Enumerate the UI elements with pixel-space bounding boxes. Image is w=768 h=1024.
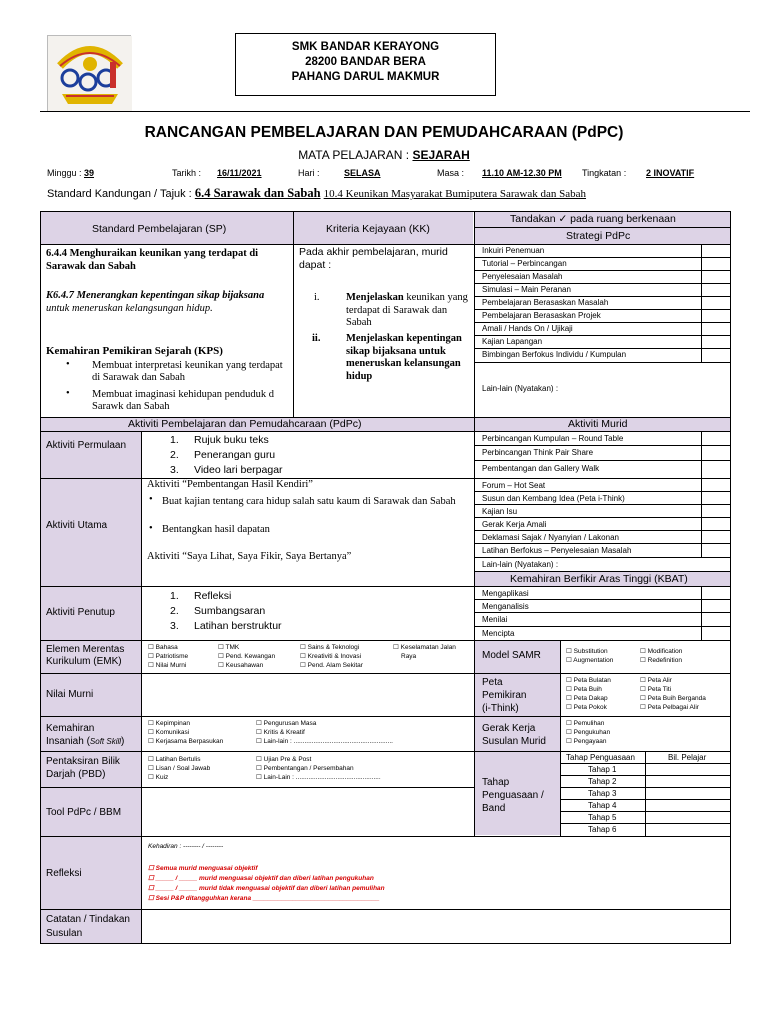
emk-col-4	[393, 643, 456, 661]
tool-pdpc-label: Tool PdPc / BBM	[46, 807, 122, 818]
emk-col-1	[148, 643, 188, 670]
ithink-label	[482, 676, 526, 715]
page-title: RANCANGAN PEMBELAJARAN DAN PEMUDAHCARAAN (PdPC)	[144, 124, 624, 141]
aktiviti-murid-item: Susun dan Kembang Idea (Peta i-Think)	[482, 494, 625, 503]
aktiviti-murid-item: Forum – Hot Seat	[482, 481, 546, 490]
subject-value: SEJARAH	[412, 148, 470, 162]
catatan-label: Catatan / Tindakan Susulan	[46, 914, 130, 939]
insaniah-option[interactable]: ☐ Kritis & Kreatif	[256, 729, 305, 736]
strategi-item: Pembelajaran Berasaskan Masalah	[482, 298, 609, 307]
hari-label: Hari :	[298, 168, 320, 178]
gerak-kerja-label: Gerak Kerja Susulan Murid	[482, 723, 546, 747]
subject-label: MATA PELAJARAN :	[298, 148, 410, 162]
emk-option[interactable]: ☐ Kreativiti & Inovasi	[300, 653, 362, 660]
strategi-item: Simulasi – Main Peranan	[482, 285, 571, 294]
tahap-row: Tahap 5	[588, 813, 617, 822]
emk-col-2	[218, 643, 275, 670]
kps-bullet-1: Membuat interpretasi keunikan yang terdapat di Sarawak dan Sabah	[92, 360, 283, 383]
penutup-item-2: Sumbangsaran	[194, 605, 266, 617]
kbat-item: Menganalisis	[482, 602, 529, 611]
aktiviti-murid-item: Pembentangan dan Gallery Walk	[482, 464, 600, 473]
minggu-value: 39	[84, 168, 95, 178]
permulaan-item-3: Video lari berpagar	[194, 464, 283, 476]
standard-kandungan	[47, 186, 586, 201]
pbd-option[interactable]: ☐ Ujian Pre & Post	[256, 756, 312, 763]
school-postcode-town: 28200 BANDAR BERA	[305, 56, 426, 68]
kps-bullet-2: Membuat imaginasi kehidupan penduduk d Sarawk dan Sabah	[92, 389, 274, 412]
strategi-item: Penyelesaian Masalah	[482, 272, 563, 281]
strategi-item: Inkuiri Penemuan	[482, 246, 545, 255]
hari-value: SELASA	[344, 168, 381, 178]
strategi-item: Bimbingan Berfokus Individu / Kumpulan	[482, 350, 627, 359]
insaniah-label-4: )	[121, 736, 125, 747]
header-divider	[40, 111, 750, 112]
insaniah-option[interactable]: ☐ Pengurusan Masa	[256, 720, 317, 727]
insaniah-option[interactable]: ☐ Kerjasama Berpasukan	[148, 738, 224, 745]
kk-i-num: i.	[314, 292, 320, 303]
samr-option[interactable]: ☐ Substitution	[566, 648, 608, 655]
tahap-header-bil-pelajar: Bil. Pelajar	[668, 753, 707, 762]
emk-label: Elemen Merentas Kurikulum (EMK)	[46, 644, 125, 667]
emk-option[interactable]: ☐ Pend. Alam Sekitar	[300, 662, 363, 669]
aktiviti-utama-label: Aktiviti Utama	[46, 520, 108, 531]
permulaan-num-3: 3.	[170, 464, 179, 476]
sp-item-2-bold: K6.4.7 Menerangkan kepentingan sikap bijaksana	[46, 290, 265, 301]
insaniah-option[interactable]: ☐ Kepimpinan	[148, 720, 190, 727]
ithink-option[interactable]: ☐ Peta Pelbagai Alir	[640, 704, 699, 711]
ithink-option[interactable]: ☐ Peta Buih	[566, 686, 602, 693]
tahap-row: Tahap 3	[588, 789, 617, 798]
kps-bullet-icon-1: •	[66, 359, 70, 370]
minggu-label: Minggu :	[47, 168, 82, 178]
pbd-option[interactable]: ☐ Kuiz	[148, 774, 169, 781]
pbd-option[interactable]: ☐ Lisan / Soal Jawab	[148, 765, 211, 772]
kehadiran: Kehadiran : -------- / --------	[148, 843, 224, 850]
pbd-option[interactable]: ☐ Lain-Lain : ...............................................	[256, 774, 381, 781]
kps-heading: Kemahiran Pemikiran Sejarah (KPS)	[46, 345, 223, 357]
insaniah-label-1: Kemahiran	[46, 723, 95, 734]
emk-option-continued: Raya	[401, 653, 417, 660]
school-name: SMK BANDAR KERAYONG	[291, 41, 440, 53]
insaniah-label-2: Insaniah (	[46, 736, 90, 747]
utama-activity-1: Aktiviti “Pembentangan Hasil Kendiri”	[147, 479, 313, 490]
ithink-option[interactable]: ☐ Peta Bulatan	[566, 677, 611, 684]
gerak-option[interactable]: ☐ Pengukuhan	[566, 729, 611, 736]
masa-value: 11.10 AM-12.30 PM	[482, 168, 562, 178]
tahap-row: Tahap 4	[588, 801, 617, 810]
emk-option[interactable]: ☐ Keselamatan Jalan	[393, 644, 456, 651]
ithink-option[interactable]: ☐ Peta Buih Berganda	[640, 695, 706, 702]
refleksi-option[interactable]: ☐ Semua murid menguasai objektif	[148, 865, 258, 872]
penutup-num-1: 1.	[170, 590, 179, 602]
sp-item-1: 6.4.4 Menghuraikan keunikan yang terdapat di Sarawak dan Sabah	[46, 248, 259, 272]
kk-i-bold: Menjelaskan	[346, 292, 404, 303]
insaniah-option[interactable]: ☐ Lain-lain : .......................................................	[256, 738, 393, 745]
kbat-header: Kemahiran Berfikir Aras Tinggi (KBAT)	[510, 573, 688, 585]
aktiviti-murid-item: Gerak Kerja Amali	[482, 520, 547, 529]
permulaan-num-2: 2.	[170, 449, 179, 461]
samr-option[interactable]: ☐ Augmentation	[566, 657, 614, 664]
strategi-item: Pembelajaran Berasaskan Projek	[482, 311, 601, 320]
tarikh-label: Tarikh :	[172, 168, 202, 178]
samr-option[interactable]: ☐ Redefinition	[640, 657, 682, 664]
kk-i-rest: keunikan yang terdapat di Sarawak dan Sabah	[346, 292, 468, 328]
strategi-lain-lain: Lain-lain (Nyatakan) :	[482, 384, 559, 393]
tingkatan-value: 2 INOVATIF	[646, 168, 695, 178]
kk-intro: Pada akhir pembelajaran, murid dapat :	[299, 246, 448, 271]
penutup-item-1: Refleksi	[194, 590, 232, 602]
tingkatan-label: Tingkatan :	[582, 168, 627, 178]
aktiviti-murid-item: Latihan Berfokus – Penyelesaian Masalah	[482, 546, 632, 555]
gerak-kerja-options	[566, 719, 610, 746]
samr-option[interactable]: ☐ Modification	[640, 648, 683, 655]
school-state: PAHANG DARUL MAKMUR	[291, 71, 440, 83]
ithink-label-1: Peta	[482, 677, 503, 688]
kbat-item: Mengaplikasi	[482, 589, 529, 598]
kbat-item: Menilai	[482, 615, 508, 624]
insaniah-col-2	[256, 719, 393, 746]
kbat-item: Mencipta	[482, 629, 515, 638]
utama-bullet-icon-2: •	[149, 523, 153, 534]
aktiviti-permulaan-label: Aktiviti Permulaan	[46, 440, 127, 451]
utama-activity-2: Aktiviti “Saya Lihat, Saya Fikir, Saya Bertanya”	[147, 551, 352, 562]
aktiviti-murid-item: Perbincangan Think Pair Share	[482, 448, 594, 457]
aktiviti-murid-header: Aktiviti Murid	[568, 418, 628, 430]
nilai-murni-label: Nilai Murni	[46, 689, 94, 700]
aktiviti-murid-item: Kajian Isu	[482, 507, 518, 516]
kk-ii-num: ii.	[312, 333, 321, 344]
emk-option[interactable]: ☐ Keusahawan	[218, 662, 264, 669]
insaniah-option[interactable]: ☐ Komunikasi	[148, 729, 190, 736]
insaniah-label-3: Soft Skill	[89, 737, 122, 746]
kk-header: Kriteria Kejayaan (KK)	[326, 223, 430, 235]
pbd-col-2	[256, 755, 381, 782]
tahap-row: Tahap 6	[588, 825, 617, 834]
permulaan-item-2: Penerangan guru	[194, 449, 276, 461]
penutup-list	[170, 589, 282, 634]
kk-i	[346, 292, 470, 330]
pbd-option[interactable]: ☐ Pembentangan / Persembahan	[256, 765, 354, 772]
sp-item-2-rest: untuk meneruskan kelangsungan hidup.	[46, 303, 213, 314]
permulaan-item-1: Rujuk buku teks	[194, 434, 269, 446]
aktiviti-pdpc-header: Aktiviti Pembelajaran dan Pemudahcaraan (PdPc)	[128, 418, 362, 430]
tahap-row: Tahap 2	[588, 777, 617, 786]
samr-col-2	[640, 647, 682, 665]
tahap-penguasaan-label: Tahap Penguasaan / Band	[482, 777, 544, 814]
standard-topic: 10.4 Keunikan Masyarakat Bumiputera Sarawak dan Sabah	[323, 188, 587, 200]
ithink-col-1	[566, 676, 611, 712]
standard-sk: 6.4 Sarawak dan Sabah	[194, 186, 321, 200]
utama-bullet-1: Buat kajian tentang cara hidup salah satu kaum di Sarawak dan Sabah	[162, 496, 456, 507]
strategi-item: Amali / Hands On / Ujikaji	[482, 324, 573, 333]
emk-option[interactable]: ☐ Pend. Kewangan	[218, 653, 276, 660]
strategi-item: Tutorial – Perbincangan	[482, 259, 567, 268]
emk-option[interactable]: ☐ Bahasa	[148, 644, 178, 651]
aktiviti-murid-lain-lain: Lain-lain (Nyatakan) :	[482, 560, 559, 569]
tahap-header-penguasaan: Tahap Penguasaan	[566, 753, 635, 762]
school-address-box	[235, 33, 496, 96]
strategi-header: Strategi PdPc	[566, 230, 631, 242]
lower-label-fill	[41, 641, 141, 943]
emk-option[interactable]: ☐ Nilai Murni	[148, 662, 187, 669]
masa-label: Masa :	[437, 168, 465, 178]
ithink-option[interactable]: ☐ Peta Pokok	[566, 704, 607, 711]
aktiviti-murid-item: Perbincangan Kumpulan – Round Table	[482, 434, 624, 443]
ithink-option[interactable]: ☐ Peta Dakap	[566, 695, 608, 702]
utama-bullet-2: Bentangkan hasil dapatan	[162, 524, 270, 535]
samr-label: Model SAMR	[482, 650, 541, 661]
emk-option[interactable]: ☐ TMK	[218, 644, 240, 651]
insaniah-col-1	[148, 719, 223, 746]
tandakan-header: Tandakan ✓ pada ruang berkenaan	[510, 213, 676, 225]
ithink-col-2	[640, 676, 706, 712]
tarikh-value: 16/11/2021	[217, 168, 262, 178]
tahap-row: Tahap 1	[588, 765, 617, 774]
penutup-num-3: 3.	[170, 620, 179, 632]
pbd-label: Pentaksiran Bilik Darjah (PBD)	[46, 756, 120, 780]
ithink-option[interactable]: ☐ Peta Titi	[640, 686, 672, 693]
penutup-item-3: Latihan berstruktur	[194, 620, 282, 632]
pbd-col-1	[148, 755, 210, 782]
refleksi-option[interactable]: ☐ _____ / _____ murid menguasai objektif dan diberi latihan pengukuhan	[148, 875, 374, 882]
gerak-option[interactable]: ☐ Pengayaan	[566, 738, 607, 745]
ithink-option[interactable]: ☐ Peta Alir	[640, 677, 672, 684]
strategi-item: Kajian Lapangan	[482, 337, 543, 346]
aktiviti-murid-item: Deklamasi Sajak / Nyanyian / Lakonan	[482, 533, 619, 542]
kk-ii: Menjelaskan kepentingan sikap bijaksana untuk meneruskan kelansungan hidup	[346, 333, 462, 382]
permulaan-num-1: 1.	[170, 434, 179, 446]
penutup-num-2: 2.	[170, 605, 179, 617]
refleksi-option[interactable]: ☐ Sesi P&P ditangguhkan kerana ___________________________________	[148, 895, 380, 902]
ithink-label-2: Pemikiran	[482, 690, 527, 701]
emk-col-3	[300, 643, 363, 670]
pbd-option[interactable]: ☐ Latihan Bertulis	[148, 756, 201, 763]
subject-line	[0, 148, 768, 162]
ithink-label-3: (i-Think)	[482, 703, 519, 714]
school-logo	[47, 35, 131, 111]
refleksi-label: Refleksi	[46, 868, 82, 879]
samr-col-1	[566, 647, 613, 665]
sp-header: Standard Pembelajaran (SP)	[92, 223, 227, 235]
emk-option[interactable]: ☐ Patriotisme	[148, 653, 189, 660]
insaniah-label	[46, 722, 124, 748]
permulaan-list	[170, 433, 283, 478]
emk-option[interactable]: ☐ Sains & Teknologi	[300, 644, 360, 651]
utama-bullet-icon-1: •	[149, 494, 153, 505]
gerak-option[interactable]: ☐ Pemulihan	[566, 720, 605, 727]
aktiviti-penutup-label: Aktiviti Penutup	[46, 607, 115, 618]
kps-bullet-icon-2: •	[66, 388, 70, 399]
sp-item-2	[46, 289, 286, 315]
refleksi-option[interactable]: ☐ _____ / _____ murid tidak menguasai objektif dan diberi latihan pemulihan	[148, 885, 385, 892]
standard-label: Standard Kandungan / Tajuk :	[47, 188, 192, 200]
